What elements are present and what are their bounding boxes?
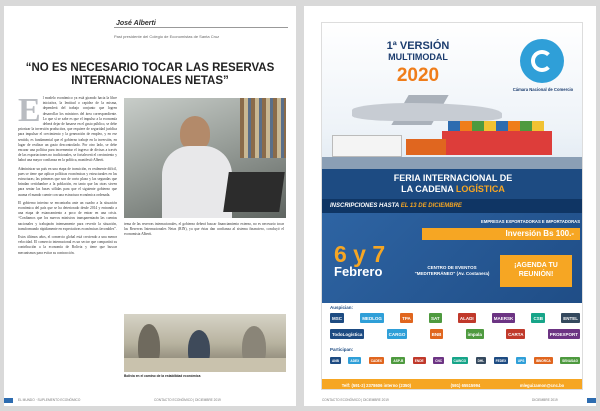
- sponsor-logo: ADEX: [350, 358, 360, 363]
- paragraph-4: Estos últimos años, el comercio global está creciendo a una menor velocidad. El comercio internacional es un sector que compartirá su contribución a la economía de Bolivia y tiene que buscar mecanismos para evitar su contracción.: [18, 235, 117, 255]
- economist-portrait-photo: [124, 98, 286, 218]
- bookshelf: [240, 98, 286, 158]
- paragraph-1: [18, 92, 117, 164]
- sponsor-logo: CADEX: [370, 358, 382, 363]
- page-number-marker-left: [4, 398, 13, 403]
- event-days: 6 y 7: [334, 241, 386, 267]
- footer-right-page-left-label: CONTACTO ECONÓMICO | DICIEMBRE 2019: [322, 398, 389, 402]
- sponsor-logo: CAINCO: [453, 358, 467, 363]
- agenda-cta: ¡AGENDA TU REUNIÓN!: [500, 255, 572, 287]
- participant-logos-row: [330, 357, 580, 364]
- chamber-logo-icon: [520, 39, 564, 83]
- meeting-table: [124, 358, 286, 372]
- paragraph-3: El gobierno interino se encontraba ante un cuadro a la situación económica del país que se ha deteriorado desde 2014 y entrando a una etapa de estancamiento a poco de entrar en una crisis. “Confiamos que los nuevos ministros transparentarán las cuentas nacionales y trabajarán intensamente para revertir la situación, transformando rápidamente en expectativas económicas favorables”.: [18, 200, 117, 231]
- fair-title-line-1: FERIA INTERNACIONAL DE: [393, 173, 513, 183]
- sponsor-logo: BNB: [430, 329, 444, 339]
- sponsors-label: Auspician:: [330, 305, 354, 310]
- headline-line-2: INTERNACIONALES NETAS”: [71, 75, 229, 87]
- meeting-photo: [124, 314, 286, 372]
- person-shirt: [162, 146, 232, 218]
- author-role: Past presidente del Colegio de Economistas de Santa Cruz: [114, 34, 220, 39]
- contact-mobile: (591) 65515994: [450, 382, 481, 388]
- train-icon: [406, 139, 446, 155]
- inscriptions-bar: [322, 199, 583, 213]
- laptop: [223, 172, 285, 212]
- cargo-ship-icon: [442, 131, 552, 155]
- photo-caption: Bolivia en el camino de la estabilidad económica: [124, 374, 201, 378]
- sponsor-logo: CARGO: [387, 329, 408, 339]
- paragraph-2: Administrar un país en una etapa de transición, es realmente difícil, pues se tiene que aplicar políticas económicas y estructurales en las estructuras; las primeras que son de corto plazo y las segundas que brindan certidumbre a la población, en tanto que las otras sirven para sentar las bases sólidas para que el siguiente gobierno que asuma el mando cuente con una estructura económica ordenada.: [18, 166, 117, 197]
- author-header: [116, 12, 286, 26]
- sponsor-logo: CSB: [531, 313, 545, 323]
- ground-strip: [322, 157, 583, 169]
- contact-phone: Telf: (591-2) 2378606 interno (2350): [341, 382, 412, 388]
- left-magazine-page: [4, 6, 296, 406]
- sponsor-logo: DHL: [477, 358, 485, 363]
- footer-right-label: CONTACTO ECONÓMICO | DICIEMBRE 2019: [154, 398, 221, 402]
- sponsor-logo: MSC: [330, 313, 344, 323]
- sponsor-logo: MAERSK: [492, 313, 516, 323]
- drop-cap: E: [18, 92, 41, 129]
- page-number-marker-right: [587, 398, 596, 403]
- inscriptions-deadline: EL 13 DE DICIEMBRE: [400, 203, 462, 209]
- headline-line-1: “NO ES NECESARIO TOCAR LAS RESERVAS: [25, 62, 275, 74]
- sponsor-logo: TodoLogística: [330, 329, 364, 339]
- event-venue: CENTRO DE EVENTOS "MEDITERRÁNEO" (Av. Costanera): [414, 265, 490, 276]
- sponsor-logo: CNC: [435, 358, 443, 363]
- footer-right-page-right-label: DICIEMBRE 2019: [532, 398, 558, 402]
- sponsor-logo: ENTEL: [561, 313, 580, 323]
- right-magazine-page: [304, 6, 596, 406]
- sponsor-logo: IBNORCA: [535, 358, 551, 363]
- fair-advertisement: [321, 22, 583, 390]
- sponsor-logo: FEDEX: [495, 358, 507, 363]
- version-line-1: 1ª VERSIÓN: [386, 40, 450, 52]
- sponsor-logo: SAT: [429, 313, 442, 323]
- sponsor-logo: ENDE: [414, 358, 424, 363]
- airplane-icon: [352, 103, 502, 121]
- article-headline: [4, 62, 296, 88]
- sponsor-logo: impala: [466, 329, 484, 339]
- sponsor-logo: ANB: [332, 358, 339, 363]
- sponsor-logo: TPA: [400, 313, 413, 323]
- ad-version-title: [376, 41, 460, 63]
- investment-price: Inversión Bs 100.-: [422, 228, 580, 240]
- footer-left-label: EL MUNDO · SUPLEMENTO ECONÓMICO: [18, 398, 81, 402]
- sponsor-logo: UPS: [517, 358, 525, 363]
- participants-label: Participan:: [330, 347, 354, 352]
- article-column-right: [124, 222, 284, 241]
- sponsor-logos-row-1: [330, 313, 580, 323]
- chamber-name: Cámara Nacional de Comercio: [512, 87, 574, 92]
- author-name: José Alberti: [116, 20, 156, 27]
- article-column-left: [18, 92, 117, 390]
- header-rule: [114, 27, 288, 28]
- event-month: Febrero: [334, 264, 383, 279]
- sponsor-logo: ASP-B: [393, 358, 404, 363]
- sponsor-logo: MEDLOG: [360, 313, 384, 323]
- ad-year: 2020: [396, 65, 440, 86]
- fair-title: [322, 169, 583, 199]
- sponsor-logos-row-2: [330, 329, 580, 339]
- sponsor-logo: SENASAG: [562, 358, 578, 363]
- sponsor-logo: ALADI: [458, 313, 476, 323]
- sponsor-logo: PROEXPORT: [548, 329, 580, 339]
- ad-info-section: [322, 213, 583, 303]
- paragraph-right: tema de las reservas internacionales, el gobierno deberá buscar financiamiento externo, no es necesario tocar las Reservas Internacionales Netas (RIN), ya que éstas dan confianza al sistema financiero, concluyó el economista Alberti.: [124, 222, 284, 237]
- person-figure: [180, 116, 210, 150]
- inscriptions-label: INSCRIPCIONES HASTA: [330, 203, 401, 209]
- paragraph-1-text: l modelo económico ya está girando hacia la libre iniciativa, la lentitud o rapidez de la misma, dependerá del trabajo conjunto que logren desarrollar los ministros del área correspondiente. Lo que sí se sabe es que el impulso a la economía deberá dejar de basarse en el gasto público, se debe priorizar la inversión productiva, que requiere de seguridad jurídica para impulsar el crecimiento y la generación de empleo, y en ese sentido, es fundamental que el gobierno trabaje en la inversión, en lugar de realizar un gasto descontrolado. Por otro lado, se debe encarar una política para incrementar el ingreso de divisas a través de las exportaciones no tradicionales, se fortalecerá el crecimiento y habrá una mayor confianza en la política, manifestó Alberti.: [18, 96, 117, 163]
- sponsors-section: [322, 303, 583, 379]
- truck-icon: [332, 135, 402, 157]
- fair-title-line-2: [322, 184, 583, 195]
- contact-email: mleguizamon@cnc.bo: [519, 382, 565, 388]
- fair-title-line-2a: LA CADENA: [401, 184, 456, 194]
- chamber-c-icon: [531, 50, 553, 72]
- sponsor-logo: CARTA: [506, 329, 525, 339]
- version-line-2: MULTIMODAL: [388, 52, 448, 62]
- fair-title-highlight: LOGÍSTICA: [455, 184, 505, 194]
- contact-bar: [322, 379, 583, 390]
- target-companies: EMPRESAS EXPORTADORAS E IMPORTADORAS: [481, 219, 580, 224]
- event-dates: [334, 243, 385, 278]
